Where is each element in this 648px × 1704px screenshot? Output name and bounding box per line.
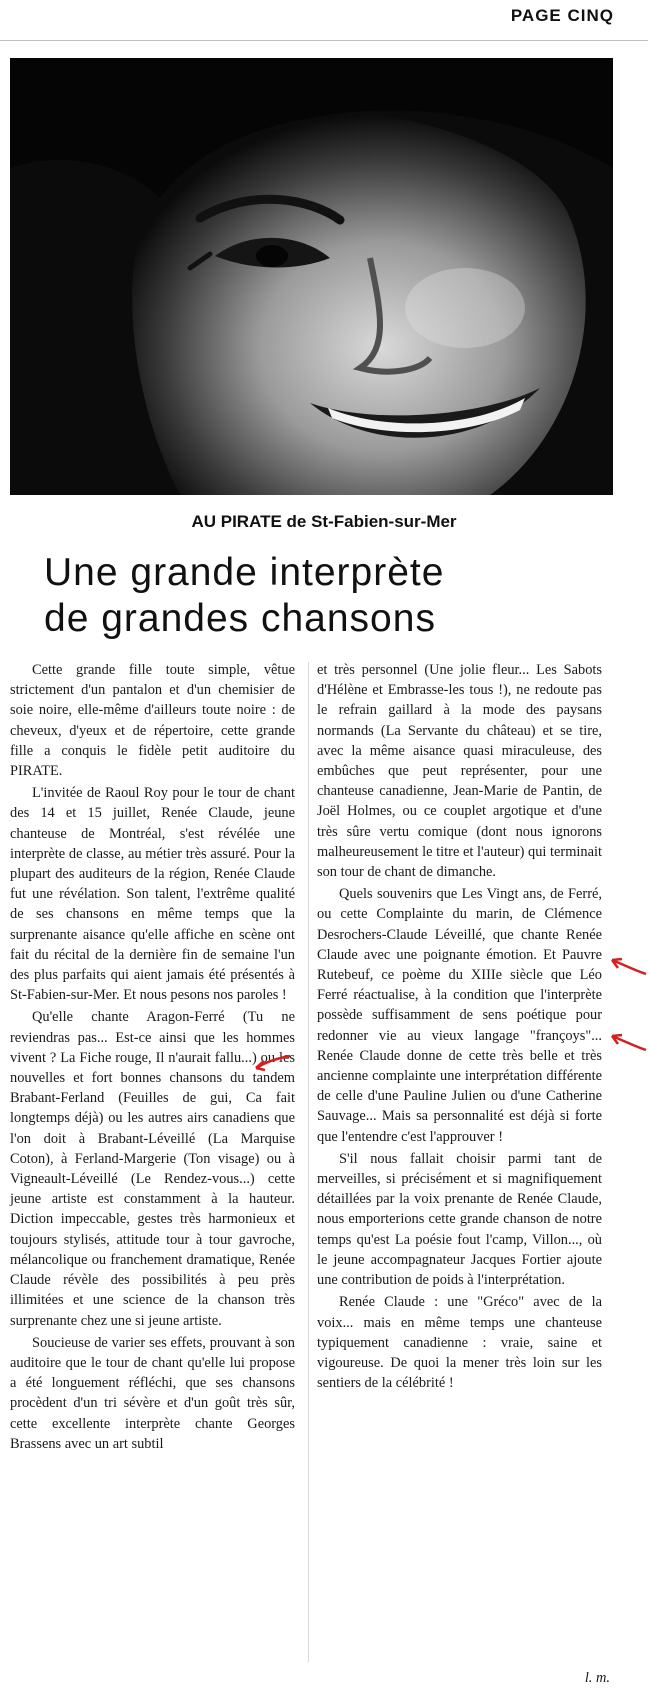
annotation-arrow-icon [606,1030,648,1052]
paragraph: Qu'elle chante Aragon-Ferré (Tu ne reviendras pas... Est-ce ainsi que les hommes vivent ? La Fiche rouge, Il n'aurait fallu...) ou les nouvelles et fort bonnes chansons du tandem Brabant-Ferland (Feuilles de gui, Ca fait longtemps déjà) ou les autres airs canadiens que l'on doit à Brabant-Léveillé (La Marquise Coton), à Ferland-Margerie (Ton visage) ou à Vigneault-Léveillé (Le Rendez-vous...) cette jeune artiste est constamment à la hauteur. Diction impeccable, gestes très harmonieux et toujours stylisés, attitude tour à tour gavroche, mélancolique ou franchement dramatique, Renée Claude révèle des possibilités à peu près illimitées et une science de la chanson très surprenante chez une si jeune artiste. [10,1009,295,1329]
portrait-image [10,58,613,495]
author-signature: l. m. [584,1670,610,1686]
headline-line-1: Une grande interprète [44,551,445,594]
portrait-photo [10,58,613,495]
headline-line-2: de grandes chansons [44,597,436,640]
paragraph: Renée Claude : une "Gréco" avec de la voix... mais en même temps une chanteuse typiquement canadienne : vraie, saine et vigoureuse. De quoi la mener très loin sur les sentiers de la célébrité ! [317,1294,602,1392]
paragraph: et très personnel (Une jolie fleur... Les Sabots d'Hélène et Embrasse-les tous !), ne redoute pas le refrain gaillard à la mode des paysans normands (La Servante du château) et se tire, avec la même aisance quasi miraculeuse, des embûches que peut représenter, pour une chanteuse canadienne, Jean-Marie de Pantin, de Joël Holmes, ou ce couplet argotique et d'une très sûre vertu comique (dont nous ignorons malheureusement le titre et l'auteur) qui terminait son tour de chant de dimanche. [317,662,602,881]
paragraph: L'invitée de Raoul Roy pour le tour de chant des 14 et 15 juillet, Renée Claude, jeune chanteuse de Montréal, s'est révélée une interprète de classe, au métier très assuré. Pour la plupart des auditeurs de la région, Renée Claude fut une révélation. Son talent, l'extrême qualité de ses chansons en même temps que la surprenante aisance qu'elle affiche en scène ont fait du récital de la dernière fin de semaine l'un des plus parfaits qui aient jamais été présentés à St-Fabien-sur-Mer. Et nous pesons nos paroles ! [10,785,295,1004]
paragraph: S'il nous fallait choisir parmi tant de merveilles, si précisément et si magnifiquement détaillées par la voix prenante de Renée Claude, nous emporterions cette grande chanson de notre temps qu'est La poésie fout l'camp, Villon..., où le jeune accompagnateur Jacques Fortier ajoute une contribution de poids à l'interprétation. [317,1150,602,1289]
article-headline [44,550,624,642]
page-label: PAGE CINQ [510,6,614,25]
paragraph: Quels souvenirs que Les Vingt ans, de Ferré, ou cette Complainte du marin, de Clémence Desrochers-Claude Léveillé, que chante Renée Claude avec une poignante émotion. Et Pauvre Rutebeuf, ce poème du XIIIe siècle que Léo Ferré réactualise, à la condition que l'interprète possède suffisamment de sens poétique pour redonner vie au vieux langage "françoys"... Renée Claude donne de cette très belle et très ancienne complainte une interprétation différente de celle d'une Pauline Julien ou d'une Catherine Sauvage... Mais sa personnalité est déjà si forte que l'entendre c'est l'approuver ! [317,886,602,1145]
annotation-arrow-icon [606,954,648,976]
header-rule [0,40,648,41]
article-column-right [317,660,602,1395]
photo-caption: AU PIRATE de St-Fabien-sur-Mer [191,512,457,531]
paragraph: Soucieuse de varier ses effets, prouvant à son auditoire que le tour de chant qu'elle lui propose a été longuement réfléchi, que ses chansons procèdent d'un tri sévère et d'un goût très sûr, cette excellente interprète chante Georges Brassens avec un art subtil [10,1334,295,1452]
column-divider [308,662,309,1662]
paragraph: Cette grande fille toute simple, vêtue strictement d'un pantalon et d'un chemisier de soie noire, elle-même d'ailleurs toute noire : de cheveux, d'yeux et de répertoire, cette grande fille a conquis le fidèle petit auditoire du PIRATE. [10,662,295,780]
annotation-arrow-icon [250,1052,292,1074]
